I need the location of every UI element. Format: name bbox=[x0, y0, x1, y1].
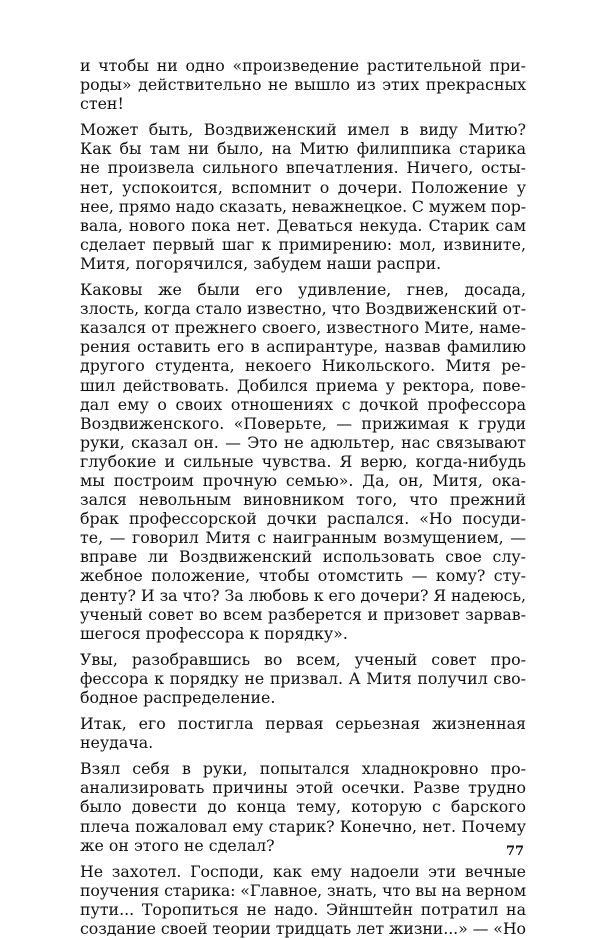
text-line: было довести до конца тему, которую с барского bbox=[80, 797, 526, 817]
text-line: Воздвиженского. «Поверьте, — прижимая к груди bbox=[80, 413, 526, 433]
page-text bbox=[80, 56, 526, 938]
paragraph bbox=[80, 714, 526, 752]
page-number: 77 bbox=[506, 844, 525, 859]
text-line: рения оставить его в аспирантуре, назвав фамилию bbox=[80, 337, 526, 357]
text-line: нее, прямо надо сказать, неважнецкое. С мужем пор- bbox=[80, 196, 526, 216]
text-line: плеча пожаловал ему старик? Конечно, нет. Почему bbox=[80, 816, 526, 836]
paragraph bbox=[80, 862, 526, 938]
text-line: и чтобы ни одно «произведение растительной при- bbox=[80, 56, 526, 75]
text-line: Как бы там ни было, на Митю филиппика старика bbox=[80, 139, 526, 159]
text-line: те, — говорил Митя с наигранным возмущением, — bbox=[80, 528, 526, 548]
text-line: Митя, погорячился, забудем наши распри. bbox=[80, 253, 442, 273]
text-line: вправе ли Воздвиженский использовать свое слу- bbox=[80, 547, 526, 567]
text-line: не произвела сильного впечатления. Ничего, осты- bbox=[80, 158, 526, 178]
text-line: Итак, его постигла первая серьезная жизненная bbox=[80, 714, 526, 734]
text-line: стен! bbox=[80, 94, 124, 114]
text-line: денту? И за что? За любовь к его дочери? Я надеюсь, bbox=[80, 585, 526, 605]
text-line: шегося профессора к порядку». bbox=[80, 623, 348, 643]
paragraph bbox=[80, 120, 526, 273]
text-line: брак профессорской дочки распался. «Но посуди- bbox=[80, 509, 526, 529]
paragraph bbox=[80, 650, 526, 707]
text-line: же он этого не сделал? bbox=[80, 835, 275, 855]
text-line: зался невольным виновником того, что прежний bbox=[80, 490, 526, 510]
text-line: Взял себя в руки, попытался хладнокровно про- bbox=[80, 759, 526, 779]
paragraph bbox=[80, 56, 526, 113]
text-line: мы построим прочную семью». Да, он, Митя, ока- bbox=[80, 470, 526, 490]
text-line: другого студента, некоего Никольского. Митя ре- bbox=[80, 356, 526, 376]
text-line: Может быть, Воздвиженский имел в виду Митю? bbox=[80, 120, 526, 140]
text-line: руки, сказал он. — Это не адюльтер, нас связывают bbox=[80, 432, 526, 452]
text-line: бодное распределение. bbox=[80, 688, 276, 707]
paragraph bbox=[80, 759, 526, 854]
text-line: роды» действительно не вышло из этих прекрасных bbox=[80, 75, 526, 95]
text-line: анализировать причины этой осечки. Разве трудно bbox=[80, 778, 526, 798]
text-line: глубокие и сильные чувства. Я верю, когда-нибудь bbox=[80, 451, 526, 471]
text-line: казался от прежнего своего, известного Мите, наме- bbox=[80, 318, 526, 338]
text-line: фессора к порядку не призвал. А Митя получил сво- bbox=[80, 668, 526, 688]
text-line: шил действовать. Добился приема у ректора, пове- bbox=[80, 375, 526, 395]
text-line: сделает первый шаг к примирению: мол, извините, bbox=[80, 234, 526, 254]
text-line: пути... Торопиться не надо. Эйнштейн потратил на bbox=[80, 899, 526, 919]
text-line: вала, нового пока нет. Деваться некуда. Старик сам bbox=[80, 215, 526, 235]
text-line: дал ему о своих отношениях с дочкой профессора bbox=[80, 394, 526, 414]
text-line: создание своей теории тридцать лет жизни...» — «Но bbox=[80, 919, 526, 938]
text-line: нет, успокоится, вспомнит о дочери. Положение у bbox=[80, 177, 526, 197]
text-line: Не захотел. Господи, как ему надоели эти вечные bbox=[80, 861, 526, 881]
text-line: поучения старика: «Главное, знать, что вы на верном bbox=[80, 880, 526, 900]
text-line: жебное положение, чтобы отомстить — кому? сту- bbox=[80, 566, 526, 586]
text-line: Каковы же были его удивление, гнев, досада, bbox=[80, 280, 526, 300]
text-line: Увы, разобравшись во всем, ученый совет про- bbox=[80, 649, 526, 669]
text-line: ученый совет во всем разберется и призовет зарвав- bbox=[80, 604, 526, 624]
text-line: злость, когда стало известно, что Воздвиженский от- bbox=[80, 299, 526, 319]
paragraph bbox=[80, 280, 526, 643]
text-line: неудача. bbox=[80, 733, 154, 753]
